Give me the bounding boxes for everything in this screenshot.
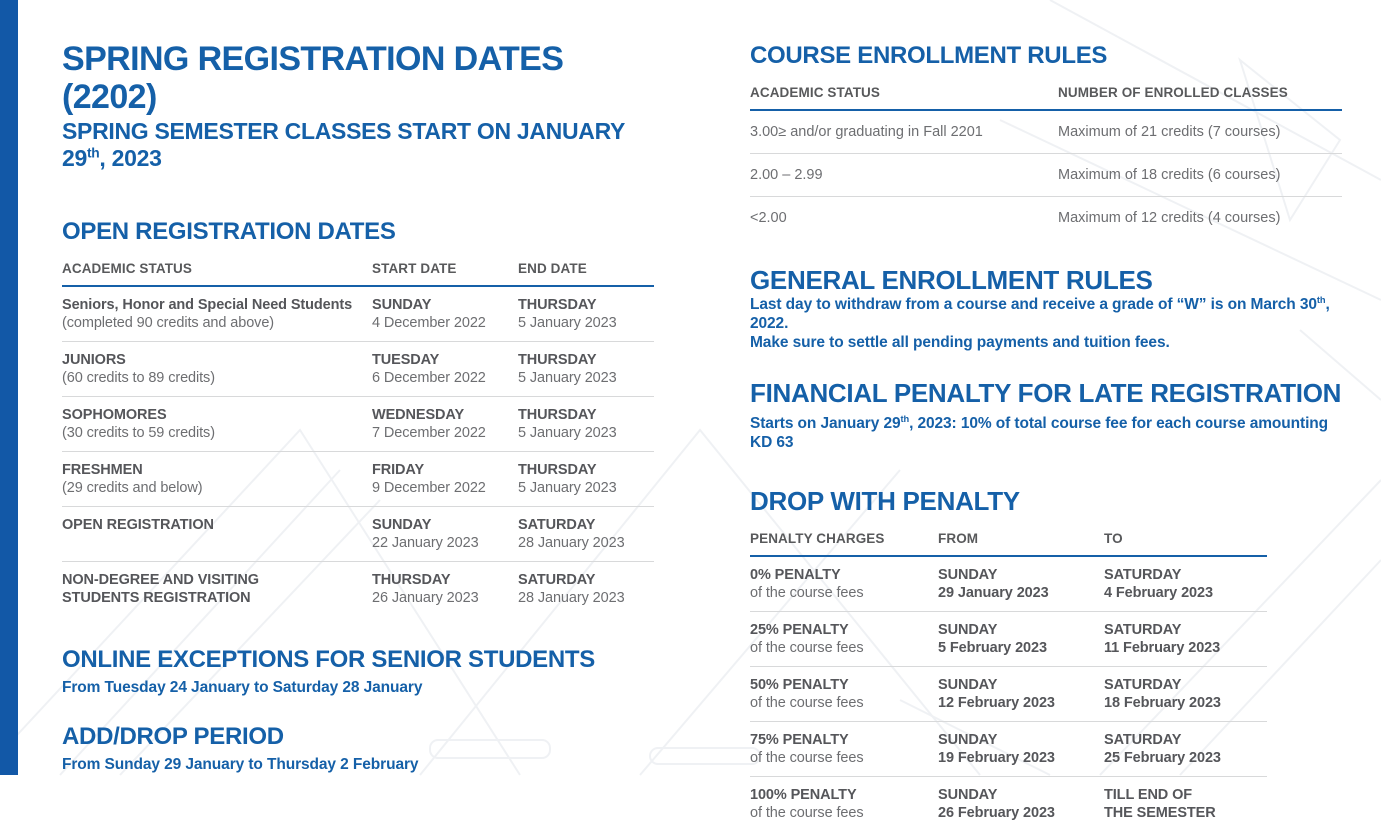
table-row-seniors (62, 287, 654, 342)
open-registration-heading: OPEN REGISTRATION DATES (62, 218, 396, 245)
general-rules-line1 (750, 295, 1342, 333)
to-cell (1104, 621, 1267, 657)
right-column (750, 42, 1342, 831)
from-cell (938, 676, 1104, 712)
general-rules-heading: GENERAL ENROLLMENT RULES (750, 265, 1153, 295)
table-row-gpa-high (750, 111, 1342, 154)
penalty-cell (750, 621, 938, 657)
penalty-desc: of the course fees (750, 750, 864, 766)
penalty-desc: of the course fees (750, 585, 864, 601)
status-line1: JUNIORS (62, 352, 126, 368)
from-cell (938, 786, 1104, 822)
end-date-cell (518, 351, 654, 387)
from-day: SUNDAY (938, 677, 998, 693)
online-exceptions-heading: ONLINE EXCEPTIONS FOR SENIOR STUDENTS (62, 646, 595, 673)
table-header-row (62, 256, 654, 287)
start-date: 9 December 2022 (372, 480, 486, 496)
status-line1: OPEN REGISTRATION (62, 517, 214, 533)
column-header-start-date: START DATE (372, 261, 457, 276)
table-row-juniors (62, 342, 654, 397)
end-day: THURSDAY (518, 462, 597, 478)
subtitle-text: SPRING SEMESTER CLASSES START ON JANUARY 29 (62, 118, 625, 171)
status-line2: (60 credits to 89 credits) (62, 370, 215, 386)
column-header-to: TO (1104, 531, 1123, 546)
academic-status-cell (62, 296, 372, 332)
start-day: SUNDAY (372, 297, 432, 313)
academic-status-cell (62, 461, 372, 497)
to-date: 4 February 2023 (1104, 585, 1213, 601)
start-day: TUESDAY (372, 352, 440, 368)
to-day: SATURDAY (1104, 677, 1182, 693)
end-date-cell (518, 571, 654, 607)
column-header-from: FROM (938, 531, 979, 546)
penalty-detail-text: , 2023: 10% of total course fee for each course amounting KD 63 (750, 415, 1329, 451)
penalty-cell (750, 676, 938, 712)
penalty-desc: of the course fees (750, 640, 864, 656)
academic-status-cell (62, 406, 372, 442)
to-cell (1104, 676, 1267, 712)
open-registration-table (62, 256, 654, 616)
from-cell (938, 566, 1104, 602)
status-line1: FRESHMEN (62, 462, 143, 478)
start-date-cell (372, 461, 518, 497)
from-day: SUNDAY (938, 787, 998, 803)
end-date-cell (518, 296, 654, 332)
add-drop-heading: ADD/DROP PERIOD (62, 723, 284, 750)
start-date-cell (372, 406, 518, 442)
page-subtitle (62, 118, 654, 172)
penalty-percent: 100% PENALTY (750, 787, 857, 803)
from-day: SUNDAY (938, 567, 998, 583)
drop-with-penalty-heading: DROP WITH PENALTY (750, 486, 1020, 516)
start-day: FRIDAY (372, 462, 425, 478)
table-row-freshmen (62, 452, 654, 507)
max-classes: Maximum of 18 credits (6 courses) (1058, 167, 1281, 183)
start-date: 26 January 2023 (372, 590, 479, 606)
column-header-penalty-charges: PENALTY CHARGES (750, 531, 885, 546)
penalty-percent: 75% PENALTY (750, 732, 849, 748)
online-exceptions-text: From Tuesday 24 January to Saturday 28 January (62, 679, 423, 696)
subtitle-year: , 2023 (99, 145, 162, 171)
penalty-cell (750, 566, 938, 602)
end-date-cell (518, 516, 654, 552)
start-date-cell (372, 571, 518, 607)
column-header-academic-status: ACADEMIC STATUS (750, 85, 880, 100)
to-cell (1104, 731, 1267, 767)
table-row-sophomores (62, 397, 654, 452)
gpa-status: 2.00 – 2.99 (750, 167, 823, 183)
from-day: SUNDAY (938, 732, 998, 748)
end-day: SATURDAY (518, 572, 596, 588)
date-superscript: th (900, 413, 910, 424)
end-date: 5 January 2023 (518, 425, 617, 441)
to-line1: TILL END OF (1104, 787, 1193, 803)
financial-penalty-heading: FINANCIAL PENALTY FOR LATE REGISTRATION (750, 378, 1342, 408)
penalty-cell (750, 731, 938, 767)
from-day: SUNDAY (938, 622, 998, 638)
end-date-cell (518, 406, 654, 442)
end-date-cell (518, 461, 654, 497)
start-date: 6 December 2022 (372, 370, 486, 386)
end-day: THURSDAY (518, 407, 597, 423)
start-day: WEDNESDAY (372, 407, 465, 423)
gpa-status: 3.00≥ and/or graduating in Fall 2201 (750, 124, 983, 140)
to-line2: THE SEMESTER (1104, 805, 1216, 821)
start-date: 7 December 2022 (372, 425, 486, 441)
to-day: SATURDAY (1104, 622, 1182, 638)
to-cell (1104, 566, 1267, 602)
from-date: 29 January 2023 (938, 585, 1049, 601)
left-column (62, 40, 654, 774)
status-line1: NON-DEGREE AND VISITING (62, 572, 259, 588)
table-row-non-degree (62, 562, 654, 616)
start-date: 4 December 2022 (372, 315, 486, 331)
add-drop-text: From Sunday 29 January to Thursday 2 February (62, 756, 419, 773)
table-row-penalty-0 (750, 557, 1267, 612)
start-date: 22 January 2023 (372, 535, 479, 551)
to-cell (1104, 786, 1267, 822)
academic-status-cell (62, 351, 372, 387)
end-day: SATURDAY (518, 517, 596, 533)
table-header-row (750, 526, 1267, 557)
max-classes: Maximum of 21 credits (7 courses) (1058, 124, 1281, 140)
column-header-end-date: END DATE (518, 261, 587, 276)
penalty-desc: of the course fees (750, 805, 864, 821)
status-line2: STUDENTS REGISTRATION (62, 590, 251, 606)
penalty-percent: 25% PENALTY (750, 622, 849, 638)
page-title: SPRING REGISTRATION DATES (2202) (62, 40, 564, 116)
drop-with-penalty-table (750, 526, 1267, 831)
table-row-penalty-100 (750, 777, 1267, 831)
start-date-cell (372, 351, 518, 387)
from-date: 5 February 2023 (938, 640, 1047, 656)
to-date: 11 February 2023 (1104, 640, 1221, 656)
from-date: 26 February 2023 (938, 805, 1055, 821)
subtitle-superscript: th (86, 145, 100, 161)
table-row-gpa-low (750, 197, 1342, 239)
status-line2: (30 credits to 59 credits) (62, 425, 215, 441)
withdraw-year: , 2022. (750, 296, 1330, 332)
status-line1: SOPHOMORES (62, 407, 167, 423)
withdraw-text: Last day to withdraw from a course and receive a grade of “W” is on March 30 (750, 296, 1317, 313)
status-line2: (completed 90 credits and above) (62, 315, 275, 331)
status-line2: (29 credits and below) (62, 480, 203, 496)
table-row-penalty-50 (750, 667, 1267, 722)
table-row-penalty-75 (750, 722, 1267, 777)
penalty-cell (750, 786, 938, 822)
course-enrollment-heading: COURSE ENROLLMENT RULES (750, 42, 1108, 69)
table-row-penalty-25 (750, 612, 1267, 667)
max-classes: Maximum of 12 credits (4 courses) (1058, 210, 1281, 226)
course-enrollment-table (750, 80, 1342, 239)
penalty-start-text: Starts on January 29 (750, 415, 901, 432)
academic-status-cell (62, 516, 372, 552)
date-superscript: th (1316, 294, 1326, 305)
end-date: 28 January 2023 (518, 590, 625, 606)
to-date: 18 February 2023 (1104, 695, 1221, 711)
end-date: 5 January 2023 (518, 315, 617, 331)
from-date: 12 February 2023 (938, 695, 1055, 711)
from-date: 19 February 2023 (938, 750, 1055, 766)
start-day: SUNDAY (372, 517, 432, 533)
financial-penalty-text (750, 414, 1342, 452)
end-date: 5 January 2023 (518, 480, 617, 496)
from-cell (938, 731, 1104, 767)
status-line1: Seniors, Honor and Special Need Students (62, 297, 353, 313)
from-cell (938, 621, 1104, 657)
table-header-row (750, 80, 1342, 111)
to-day: SATURDAY (1104, 732, 1182, 748)
start-date-cell (372, 296, 518, 332)
start-date-cell (372, 516, 518, 552)
end-day: THURSDAY (518, 297, 597, 313)
column-header-academic-status: ACADEMIC STATUS (62, 261, 192, 276)
table-row-gpa-mid (750, 154, 1342, 197)
end-date: 28 January 2023 (518, 535, 625, 551)
penalty-desc: of the course fees (750, 695, 864, 711)
gpa-status: <2.00 (750, 210, 787, 226)
penalty-percent: 0% PENALTY (750, 567, 841, 583)
academic-status-cell (62, 571, 372, 607)
to-day: SATURDAY (1104, 567, 1182, 583)
column-header-enrolled-classes: NUMBER OF ENROLLED CLASSES (1058, 85, 1288, 100)
end-date: 5 January 2023 (518, 370, 617, 386)
left-accent-bar (0, 0, 18, 775)
penalty-percent: 50% PENALTY (750, 677, 849, 693)
end-day: THURSDAY (518, 352, 597, 368)
general-rules-line2: Make sure to settle all pending payments and tuition fees. (750, 334, 1170, 351)
table-row-open-registration (62, 507, 654, 562)
start-day: THURSDAY (372, 572, 451, 588)
to-date: 25 February 2023 (1104, 750, 1221, 766)
